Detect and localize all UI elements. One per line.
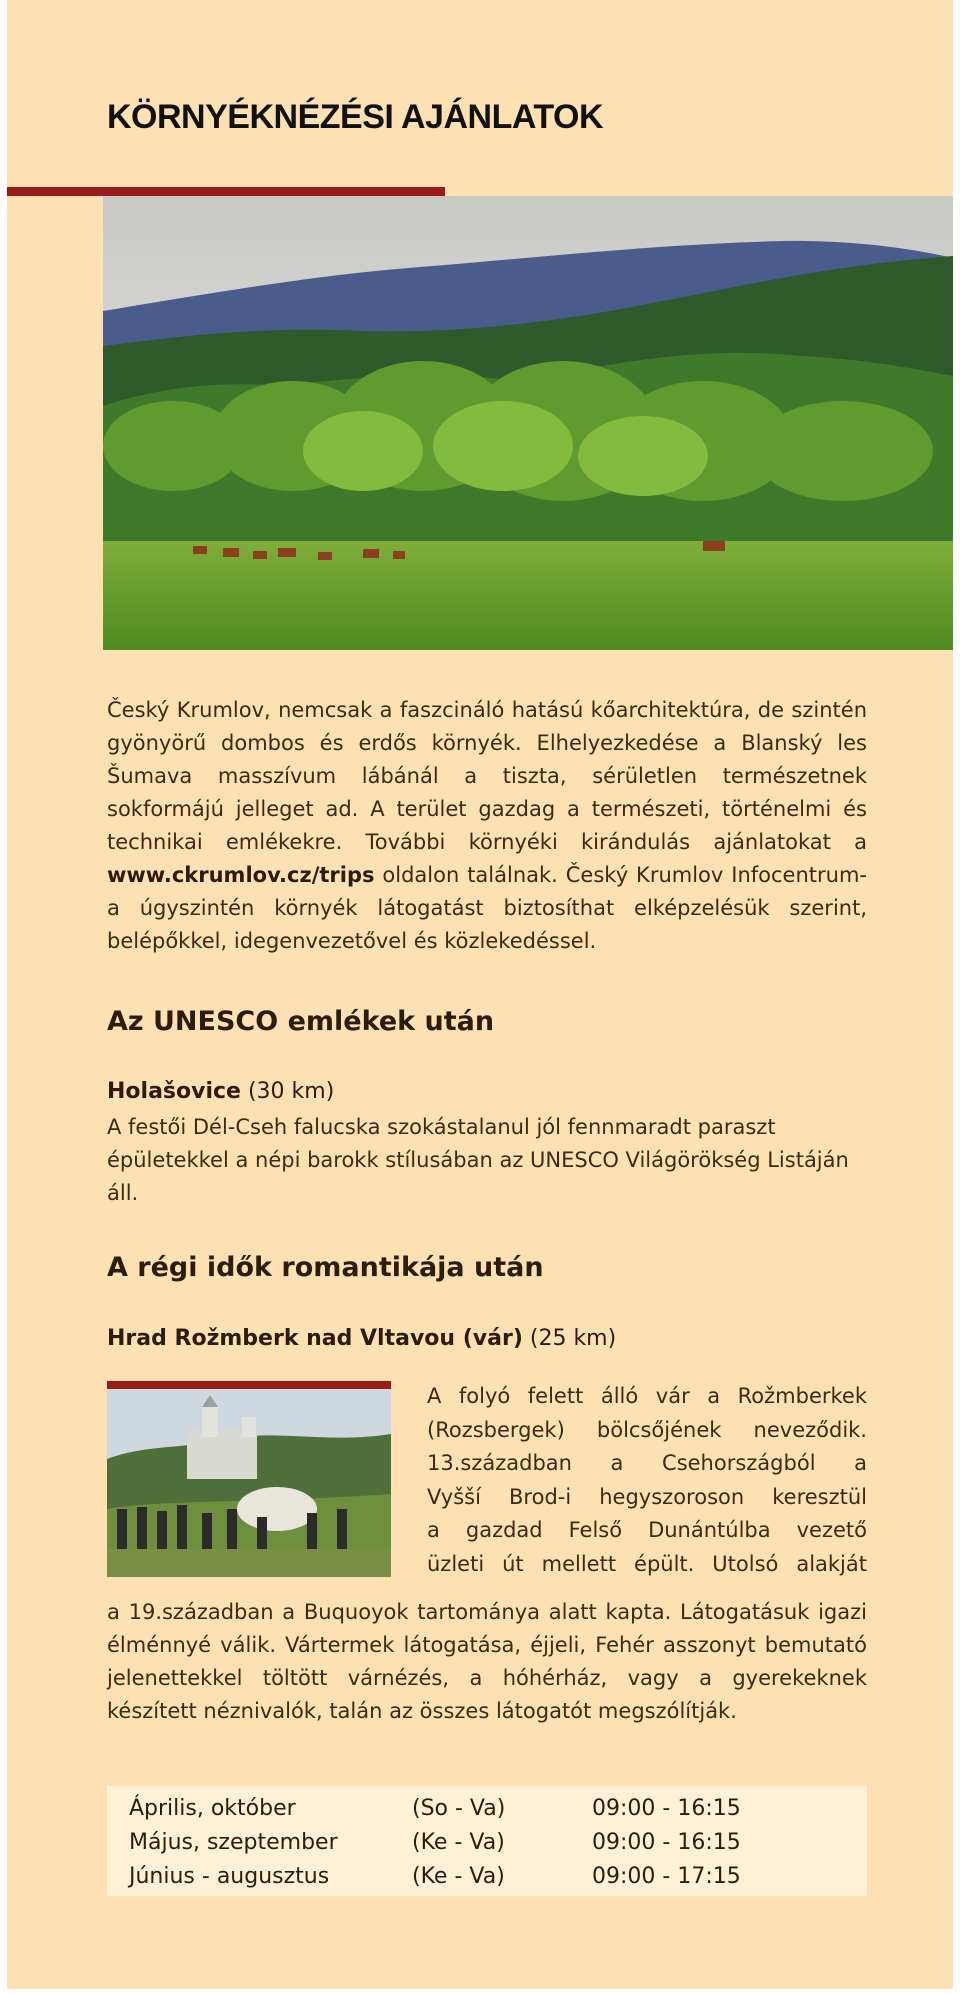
intro-paragraph [107, 694, 867, 958]
brochure-page [7, 0, 953, 1989]
hours-months: Június - augusztus [129, 1864, 330, 1889]
rozmberk-name: Hrad Rožmberk nad Vltavou (vár) [107, 1326, 523, 1351]
castle-description [427, 1380, 867, 1581]
landscape-photo [103, 196, 953, 650]
castle-line: 13.században a Csehországból a [427, 1451, 867, 1475]
castle-photo [107, 1389, 391, 1577]
castle-description-continued: a 19.században a Buquoyok tartománya alatt kapta. Látogatásuk igazi élménnyé válik. Vártermek látogatása, éjjeli, Fehér asszonyt bemutató jelenettekkel töltött várnézés, a hóhérház, vagy a gyerekeknek készített néznivalók, talán az összes látogatót megszólítják. [107, 1600, 867, 1723]
hours-months: Április, október [129, 1796, 296, 1821]
hours-days: (Ke - Va) [412, 1830, 505, 1855]
hours-time: 09:00 - 16:15 [592, 1796, 741, 1821]
hours-days: (Ke - Va) [412, 1864, 505, 1889]
castle-accent-rule [107, 1381, 391, 1389]
castle-line: a gazdad Felső Dunántúlba vezető [427, 1518, 867, 1542]
hours-days: (So - Va) [412, 1796, 506, 1821]
unesco-heading: Az UNESCO emlékek után [107, 1006, 495, 1037]
holasovice-distance: (30 km) [247, 1079, 335, 1104]
hours-time: 09:00 - 17:15 [592, 1864, 741, 1889]
castle-line: üzleti út mellett épült. Utolsó alakját [427, 1551, 867, 1576]
holasovice-subheading [107, 1079, 334, 1104]
romantic-heading: A régi idők romantikája után [107, 1252, 544, 1283]
trips-link[interactable]: www.ckrumlov.cz/trips [107, 863, 375, 887]
title-accent-rule [7, 187, 445, 196]
intro-text-end: oldalon találnak. Český Krumlov Infocentrum-a úgyszintén környék látogatást biztosíthat elképzelésük szerint, belépőkkel, idegenvezetővel és közlekedéssel. [107, 863, 867, 953]
holasovice-description: A festői Dél-Cseh falucska szokástalanul jól fennmaradt paraszt épületekkel a népi barokk stílusában az UNESCO Világörökség Listáján áll. [107, 1115, 849, 1205]
castle-line: A folyó felett álló vár a Rožmberkek [427, 1384, 867, 1408]
castle-line: (Rozsbergek) bölcsőjének neveződik. [427, 1417, 867, 1442]
hours-time: 09:00 - 16:15 [592, 1830, 741, 1855]
hours-months: Május, szeptember [129, 1830, 338, 1855]
holasovice-name: Holašovice [107, 1079, 241, 1104]
opening-hours-table [107, 1786, 867, 1896]
page-title: KÖRNYÉKNÉZÉSI AJÁNLATOK [107, 98, 604, 136]
rozmberk-subheading [107, 1326, 616, 1351]
rozmberk-distance: (25 km) [529, 1326, 617, 1351]
intro-text-start: Český Krumlov, nemcsak a faszcináló hatású kőarchitektúra, de szintén gyönyörű dombos és erdős környék. Elhelyezkedése a Blanský les Šumava masszívum lábánál a tiszta, sérületlen természetnek sokformájú jelleget ad. A terület gazdag a természeti, történelmi és technikai emlékekre. További környéki kirándulás ajánlatokat a [107, 698, 867, 854]
castle-line: Vyšší Brod-i hegyszoroson keresztül [427, 1484, 867, 1509]
